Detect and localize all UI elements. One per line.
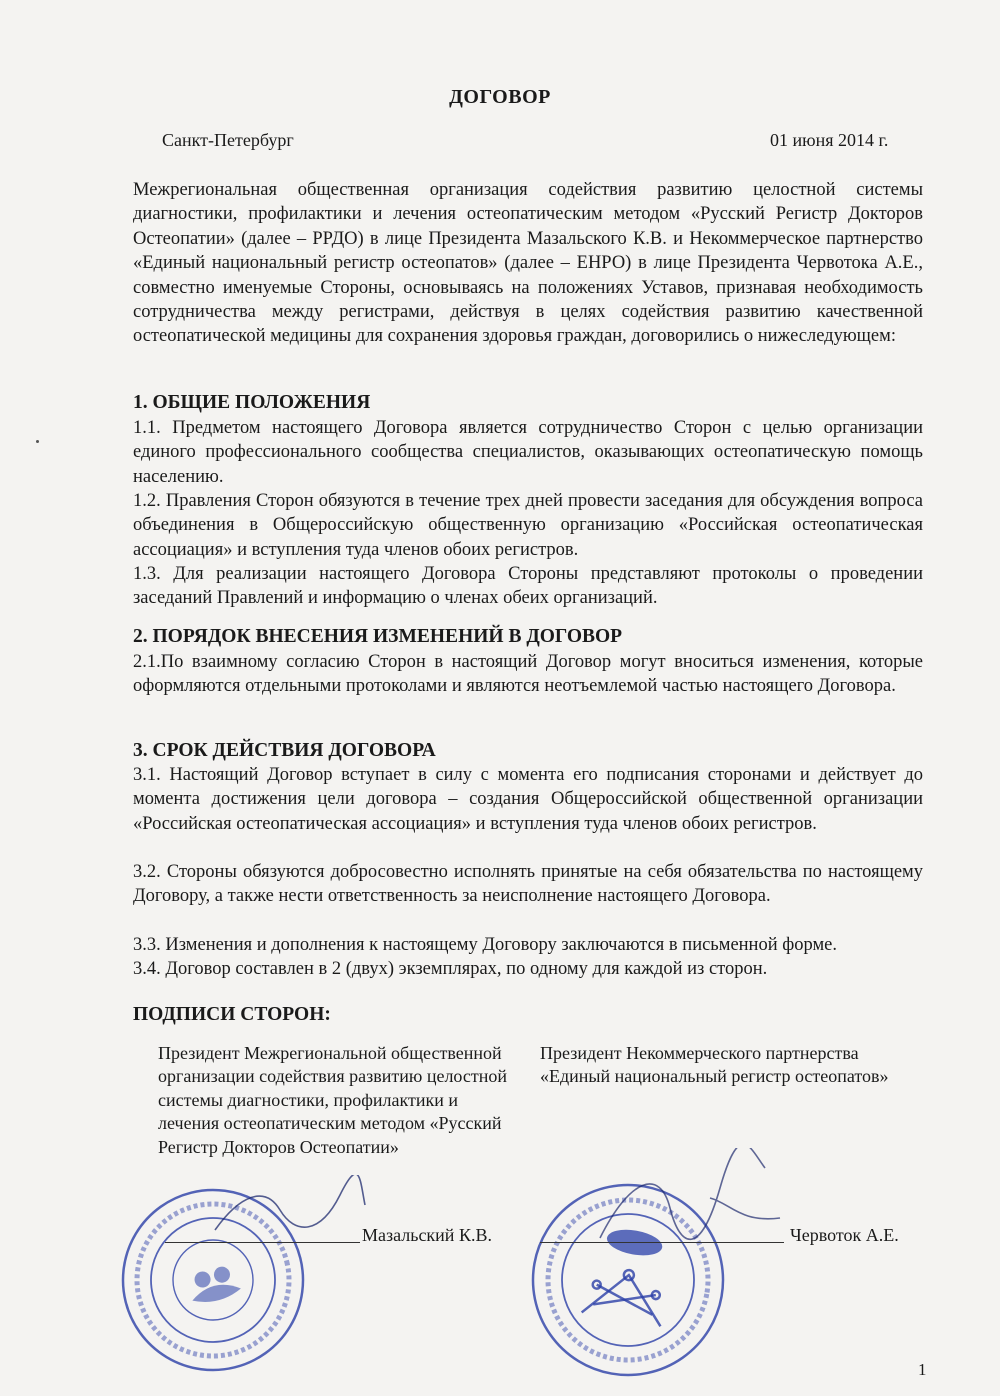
section-1-paragraph-1: 1.1. Предметом настоящего Договора является сотрудничество Сторон с целью организации единого профессионального сообщества специалистов, оказывающих остеопатическую помощь населению. [133, 418, 923, 487]
section-3-paragraph-3: 3.3. Изменения и дополнения к настоящему Договору заключаются в письменной форме. [133, 935, 837, 955]
right-signature-scribble [590, 1148, 790, 1268]
section-3-heading: 3. СРОК ДЕЙСТВИЯ ДОГОВОРА [133, 740, 436, 761]
left-signatory-role: Президент Межрегиональной общественной организации содействия развитию целостной системы диагностики, профилактики и лечения остеопатическим методом «Русский Регистр Докторов Остеопатии» [158, 1043, 508, 1157]
section-3-paragraph-2: 3.2. Стороны обязуются добросовестно исполнять принятые на себя обязательства по настоящему Договору, а также нести ответственность за неисполнение настоящего Договора. [133, 862, 923, 907]
preamble-paragraph: Межрегиональная общественная организация содействия развитию целостной системы диагностики, профилактики и лечения остеопатическим методом «Русский Регистр Докторов Остеопатии» (далее – РРДО) в лице Президента Мазальского К.В. и Некоммерческое партнерство «Единый национальный регистр остеопатов» (далее – ЕНРО) в лице Президента Червотока А.Е., совместно именуемые Стороны, основываясь на положениях Уставов, признавая необходимость сотрудничества между регистрами, действуя в целях содействия развитию качественной остеопатической медицины для сохранения здоровья граждан, договорились о нижеследующем: [133, 180, 923, 347]
right-signature-line [540, 1242, 784, 1243]
section-3-paragraph-4: 3.4. Договор составлен в 2 (двух) экземплярах, по одному для каждой из сторон. [133, 959, 768, 979]
page-number: 1 [918, 1360, 927, 1379]
signatures-heading: ПОДПИСИ СТОРОН: [133, 1004, 331, 1025]
left-signatory-name: Мазальский К.В. [362, 1225, 492, 1245]
left-signature-line [165, 1242, 360, 1243]
right-signatory-role: Президент Некоммерческого партнерства «Единый национальный регистр остеопатов» [540, 1043, 889, 1087]
section-3-paragraph-1: 3.1. Настоящий Договор вступает в силу с момента его подписания сторонами и действует до момента достижения цели договора – создания Общероссийской общественной организации «Российская остеопатическая ассоциация» и вступления туда членов обоих регистров. [133, 765, 923, 834]
section-1-heading: 1. ОБЩИЕ ПОЛОЖЕНИЯ [133, 392, 371, 413]
section-2-paragraph-1: 2.1.По взаимному согласию Сторон в настоящий Договор могут вноситься изменения, которые оформляются отдельными протоколами и являются неотъемлемой частью настоящего Договора. [133, 652, 923, 697]
document-city: Санкт-Петербург [162, 130, 294, 150]
document-title: ДОГОВОР [449, 86, 551, 108]
section-1-paragraph-2: 1.2. Правления Сторон обязуются в течение трех дней провести заседания для обсуждения вопроса объединения в Общероссийскую общественную организацию «Российская остеопатическая ассоциация» и вступления туда членов обоих регистров. [133, 491, 923, 560]
document-date: 01 июня 2014 г. [770, 130, 889, 150]
left-signature-scribble [210, 1175, 370, 1245]
scan-speck [36, 440, 39, 443]
section-1-paragraph-3: 1.3. Для реализации настоящего Договора Стороны представляют протоколы о проведении заседаний Правлений и информацию о членах обеих организаций. [133, 564, 923, 609]
right-signatory-name: Червоток А.Е. [790, 1225, 899, 1245]
section-2-heading: 2. ПОРЯДОК ВНЕСЕНИЯ ИЗМЕНЕНИЙ В ДОГОВОР [133, 626, 623, 647]
